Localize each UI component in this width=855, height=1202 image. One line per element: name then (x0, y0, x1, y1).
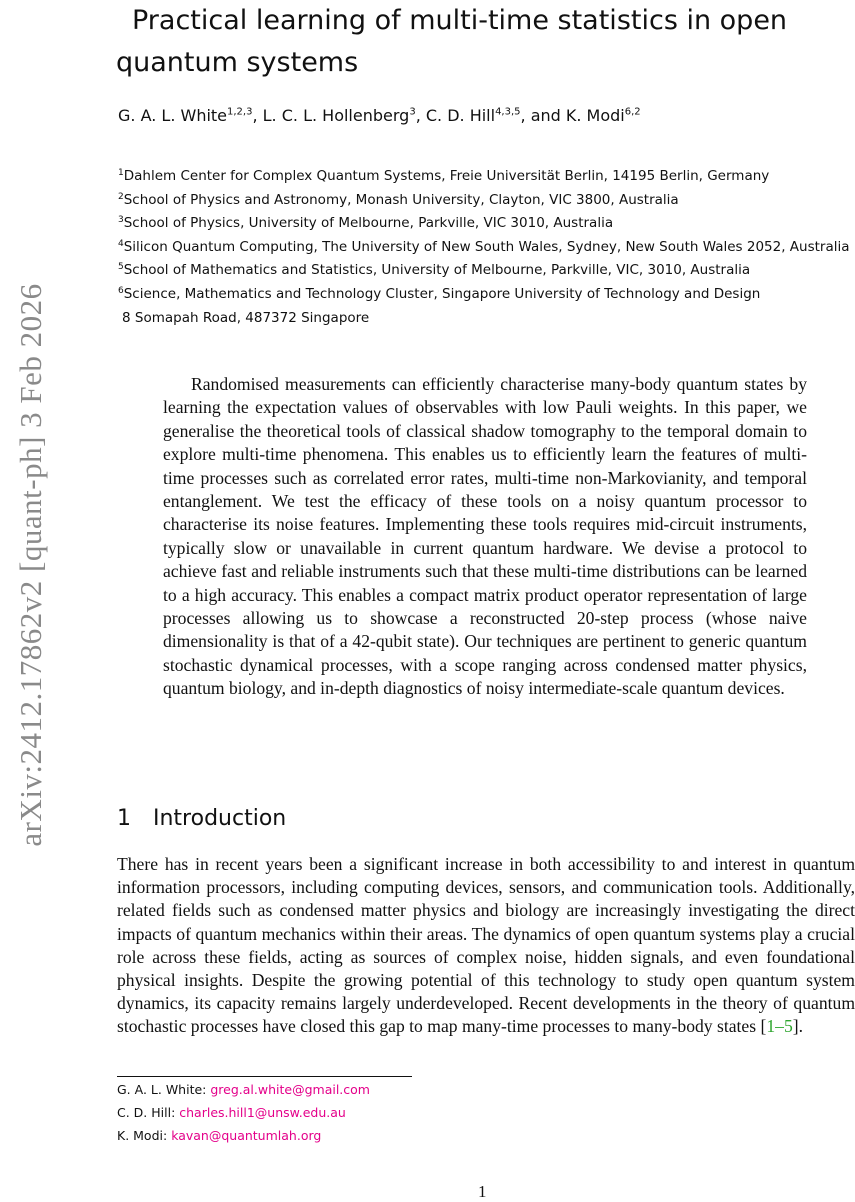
affiliation-list (118, 165, 855, 330)
page-number: 1 (478, 1182, 487, 1201)
affiliation: $^3$School of Physics, University of Melbourne, Parkville, VIC 3010, Australia (118, 215, 614, 232)
paper-title (116, 0, 855, 84)
affiliation: $^5$School of Mathematics and Statistics, University of Melbourne, Parkville, VIC, 3010, Australia (118, 262, 751, 279)
affiliation: $^1$Dahlem Center for Complex Quantum Systems, Freie Universität Berlin, 14195 Berlin, Germany (118, 168, 770, 184)
author-list (118, 106, 818, 125)
footnote-divider (117, 1076, 412, 1077)
paper-title-text: Practical learning of multi-time statistics in open quantum systems (116, 5, 788, 78)
author: L. C. L. Hollenberg$^3$, (262, 106, 426, 125)
section-heading (117, 806, 286, 831)
citation-link[interactable]: 1–5 (766, 1016, 793, 1037)
citation-bracket-close: ]. (792, 1016, 803, 1037)
email-link[interactable]: greg.al.white@gmail.com (210, 1082, 370, 1097)
introduction-paragraph (117, 853, 855, 1039)
author: G. A. L. White$^{1,2,3}$, (118, 106, 263, 125)
affiliation: $^6$Science, Mathematics and Technology Cluster, Singapore University of Technology and Design (118, 285, 761, 302)
footnote: C. D. Hill: charles.hill1@unsw.edu.au (117, 1105, 346, 1120)
affiliation: $^2$School of Physics and Astronomy, Monash University, Clayton, VIC 3800, Australia (118, 191, 679, 208)
section-number: 1 (117, 806, 131, 831)
footnote: G. A. L. White: greg.al.white@gmail.com (117, 1082, 370, 1097)
author: K. Modi$^{6,2}$ (565, 106, 641, 125)
arxiv-sidebar (0, 0, 62, 1200)
citation-bracket-open: [ (760, 1016, 767, 1037)
email-link[interactable]: kavan@quantumlah.org (171, 1128, 322, 1143)
affiliation-continuation: 8 Somapah Road, 487372 Singapore (122, 309, 370, 326)
intro-text: There has in recent years been a significant increase in both accessibility to and interest in quantum information processors, including computing devices, sensors, and communication tools. Additionally, related fields such as condensed matter physics and biology are increasingly investigating the direct impacts of quantum mechanics within their areas. The dynamics of open quantum systems play a crucial role across these fields, acting as sources of complex noise, hidden signals, and even foundational physical insights. Despite the growing potential of this technology to study open quantum system dynamics, its capacity remains largely underdeveloped. Recent developments in the theory of quantum stochastic processes have closed this gap to map many-time processes to many-body states (117, 854, 855, 1037)
arxiv-identifier: arXiv:2412.17862v2 [quant-ph] 3 Feb 2026 (13, 283, 48, 847)
author: C. D. Hill$^{4,3,5}$, and (425, 106, 566, 125)
email-link[interactable]: charles.hill1@unsw.edu.au (179, 1105, 346, 1120)
affiliation: $^4$Silicon Quantum Computing, The University of New South Wales, Sydney, New South Wales 2052, Australia (118, 238, 850, 255)
abstract: Randomised measurements can efficiently characterise many-body quantum states by learning the expectation values of observables with low Pauli weights. In this paper, we generalise the theoretical tools of classical shadow tomography to the temporal domain to explore multi-time phenomena. This enables us to efficiently learn the features of multi-time processes such as correlated error rates, multi-time non-Markovianity, and temporal entanglement. We test the efficacy of these tools on a noisy quantum processor to characterise its noise features. Implementing these tools requires mid-circuit instruments, typically slow or unavailable in current quantum hardware. We devise a protocol to achieve fast and reliable instruments such that these multi-time distributions can be learned to a high accuracy. This enables a compact matrix product operator representation of large processes allowing us to showcase a reconstructed 20-step process (whose naive dimensionality is that of a 42-qubit state). Our techniques are pertinent to generic quantum stochastic dynamical processes, with a scope ranging across condensed matter physics, quantum biology, and in-depth diagnostics of noisy intermediate-scale quantum devices. (163, 374, 807, 699)
section-title-text: Introduction (153, 806, 287, 831)
footnotes (117, 1078, 617, 1147)
footnote: K. Modi: kavan@quantumlah.org (117, 1128, 322, 1143)
